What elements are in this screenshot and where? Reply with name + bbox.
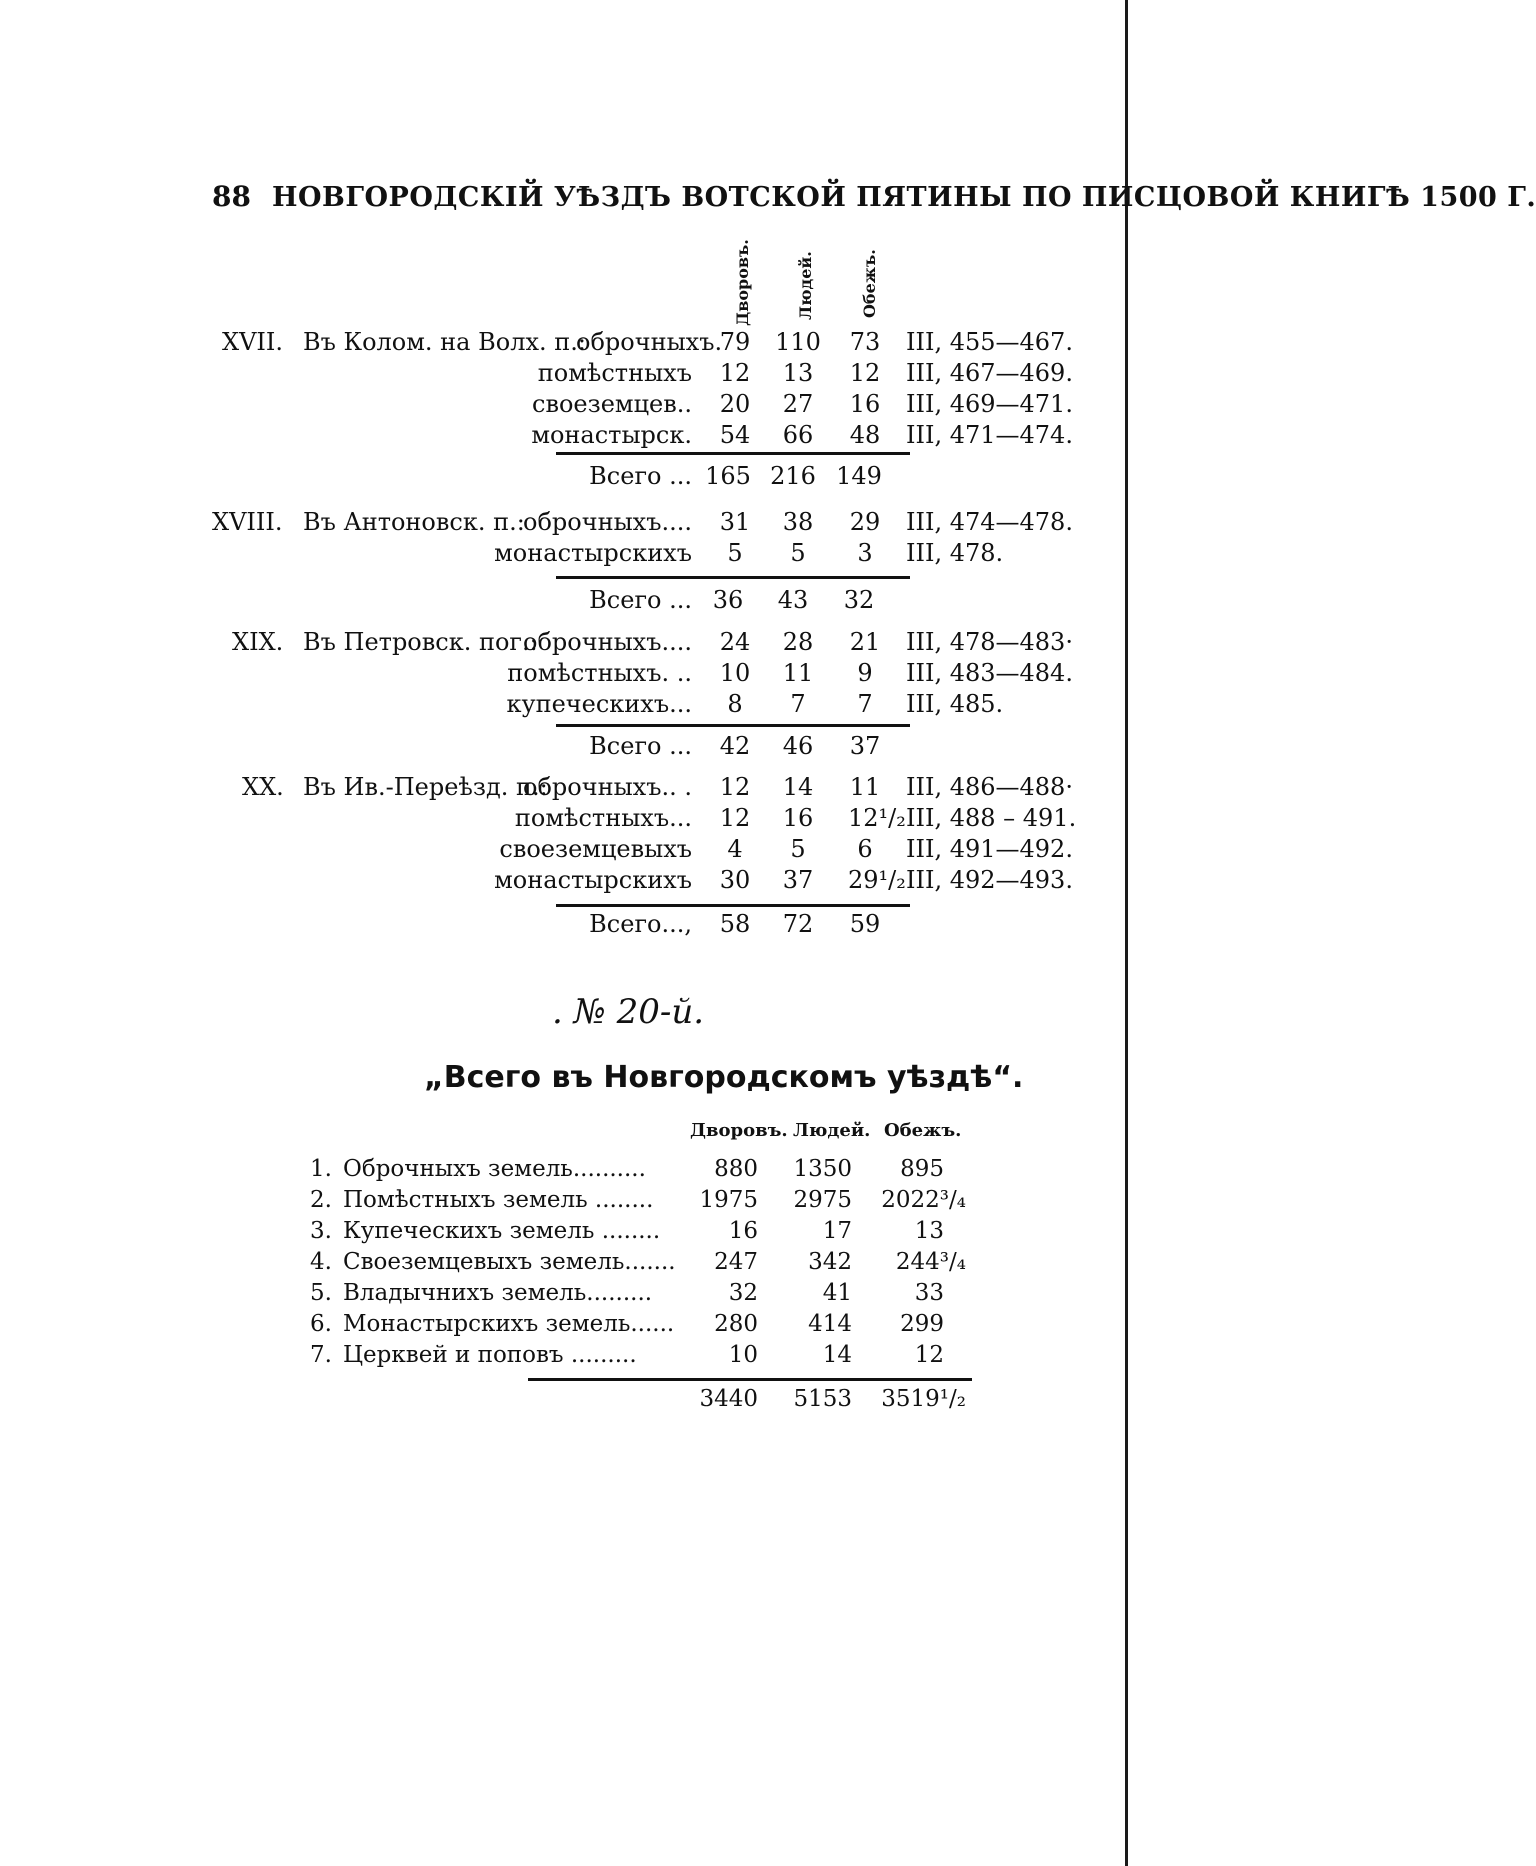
summary-row-label: Монастырскихъ земель...... [343,1311,675,1337]
row-obezh: 12¹/₂ [848,804,906,832]
row-label: оброчныхъ.... [523,628,692,656]
summary-total-dvorov: 3440 [699,1386,758,1412]
row-reference: III, 491—492. [906,835,1073,863]
summary-row-dvorov: 32 [728,1280,758,1306]
summary-row-lyudey: 342 [808,1249,852,1275]
row-obezh: 9 [857,659,873,687]
total-dvorov: 36 [712,586,744,614]
row-label: помѣстныхъ [537,359,692,387]
summary-row-label: Владычнихъ земель......... [343,1280,653,1306]
row-lyudey: 7 [790,690,806,718]
row-reference: III, 478—483· [906,628,1073,656]
row-dvorov: 24 [719,628,751,656]
summary-row-number: 7. [310,1342,332,1368]
summary-row-dvorov: 880 [714,1156,758,1182]
summary-row-dvorov: 16 [728,1218,758,1244]
section-numeral: XX. [242,773,284,801]
row-lyudey: 38 [782,508,814,536]
total-lyudey: 46 [782,732,814,760]
row-obezh: 29¹/₂ [848,866,906,894]
summary-header-lyudey: Людей. [793,1120,871,1141]
summary-row-number: 4. [310,1249,332,1275]
row-reference: III, 492—493. [906,866,1073,894]
summary-row-label: Оброчныхъ земель.......... [343,1156,646,1182]
summary-row-obezh: 895 [900,1156,944,1182]
row-label: монастырскихъ [494,539,692,567]
row-label: своеземцевыхъ [499,835,692,863]
summary-row-dvorov: 280 [714,1311,758,1337]
summary-row-obezh: 13 [914,1218,944,1244]
row-dvorov: 4 [727,835,743,863]
total-label: Всего ... [589,586,692,614]
section-numeral: XIX. [232,628,284,656]
row-dvorov: 12 [719,773,751,801]
summary-total-rule [528,1378,972,1381]
row-reference: III, 486—488· [906,773,1073,801]
total-label: Всего..., [589,910,692,938]
row-label: купеческихъ... [506,690,692,718]
row-obezh: 12 [849,359,881,387]
summary-row-label: Купеческихъ земель ........ [343,1218,661,1244]
row-label: помѣстныхъ. .. [507,659,692,687]
row-obezh: 6 [857,835,873,863]
row-lyudey: 11 [782,659,814,687]
row-reference: III, 469—471. [906,390,1073,418]
summary-row-number: 6. [310,1311,332,1337]
row-reference: III, 485. [906,690,1004,718]
row-reference: III, 474—478. [906,508,1073,536]
row-dvorov: 12 [719,359,751,387]
summary-row-label: Своеземцевыхъ земель....... [343,1249,676,1275]
row-obezh: 48 [849,421,881,449]
total-dvorov: 42 [719,732,751,760]
summary-row-label: Церквей и поповъ ......... [343,1342,637,1368]
column-header-dvorov: Дворовъ. [733,239,752,326]
row-lyudey: 5 [790,539,806,567]
summary-row-obezh: 33 [914,1280,944,1306]
summary-row-lyudey: 1350 [793,1156,852,1182]
row-dvorov: 31 [719,508,751,536]
row-reference: III, 455—467. [906,328,1073,356]
section-numeral: XVIII. [212,508,283,536]
summary-row-number: 2. [310,1187,332,1213]
total-obezh: 149 [836,462,882,490]
page-edge-line [1125,0,1128,1866]
total-rule [556,904,910,907]
row-obezh: 3 [857,539,873,567]
summary-row-dvorov: 10 [728,1342,758,1368]
total-rule [556,724,910,727]
row-dvorov: 10 [719,659,751,687]
section-place: Въ Антоновск. п.: [303,508,525,536]
row-lyudey: 28 [782,628,814,656]
section-place: Въ Колом. на Волх. п.: [303,328,586,356]
row-dvorov: 79 [719,328,751,356]
row-obezh: 16 [849,390,881,418]
total-dvorov: 165 [705,462,751,490]
summary-row-lyudey: 414 [808,1311,852,1337]
row-lyudey: 37 [782,866,814,894]
section-place: Въ Ив.-Переѣзд. п.: [303,773,548,801]
summary-row-obezh: 299 [900,1311,944,1337]
column-header-lyudey: Людей. [796,251,815,320]
row-label: своеземцев.. [532,390,692,418]
summary-total-obezh: 3519¹/₂ [881,1386,966,1412]
row-dvorov: 12 [719,804,751,832]
page-header-title: НОВГОРОДСКІЙ УѢЗДЪ ВОТСКОЙ ПЯТИНЫ ПО ПИСЦОВОЙ КНИГѢ 1500 Г. [272,182,1536,213]
row-obezh: 29 [849,508,881,536]
summary-row-lyudey: 41 [822,1280,852,1306]
summary-header-obezh: Обежъ. [884,1120,962,1141]
total-rule [556,452,910,455]
summary-row-obezh: 2022³/₄ [881,1187,966,1213]
summary-row-label: Помѣстныхъ земель ........ [343,1187,654,1213]
row-dvorov: 20 [719,390,751,418]
row-label: оброчныхъ.... [523,508,692,536]
summary-total-lyudey: 5153 [793,1386,852,1412]
page-number: 88 [212,180,251,213]
row-obezh: 11 [849,773,881,801]
column-header-obezh: Обежъ. [860,249,879,318]
row-lyudey: 5 [790,835,806,863]
row-dvorov: 54 [719,421,751,449]
summary-row-number: 1. [310,1156,332,1182]
section-number: . № 20-й. [552,992,705,1032]
summary-row-number: 3. [310,1218,332,1244]
row-reference: III, 483—484. [906,659,1073,687]
summary-row-obezh: 244³/₄ [895,1249,966,1275]
row-reference: III, 467—469. [906,359,1073,387]
row-reference: III, 471—474. [906,421,1073,449]
row-label: оброчныхъ.. . [523,773,692,801]
summary-title: „Всего въ Новгородскомъ уѣздѣ“. [424,1060,1024,1095]
total-lyudey: 72 [782,910,814,938]
row-lyudey: 13 [782,359,814,387]
total-obezh: 59 [849,910,881,938]
row-label: монастырскихъ [494,866,692,894]
summary-row-lyudey: 17 [822,1218,852,1244]
section-place: Въ Петровск. пог.: [303,628,538,656]
total-lyudey: 216 [770,462,816,490]
total-lyudey: 43 [777,586,809,614]
summary-row-lyudey: 2975 [793,1187,852,1213]
total-label: Всего ... [589,462,692,490]
row-obezh: 73 [849,328,881,356]
row-label: помѣстныхъ... [514,804,692,832]
row-label: оброчныхъ. [576,328,723,356]
row-lyudey: 14 [782,773,814,801]
total-obezh: 32 [843,586,875,614]
row-label: монастырск. [531,421,692,449]
row-lyudey: 27 [782,390,814,418]
row-dvorov: 5 [727,539,743,567]
row-obezh: 21 [849,628,881,656]
summary-row-dvorov: 1975 [699,1187,758,1213]
summary-header-dvorov: Дворовъ. [690,1120,788,1141]
row-reference: III, 478. [906,539,1004,567]
summary-row-dvorov: 247 [714,1249,758,1275]
section-numeral: XVII. [222,328,284,356]
row-obezh: 7 [857,690,873,718]
row-dvorov: 8 [727,690,743,718]
total-dvorov: 58 [719,910,751,938]
total-rule [556,576,910,579]
summary-row-obezh: 12 [914,1342,944,1368]
row-dvorov: 30 [719,866,751,894]
summary-row-number: 5. [310,1280,332,1306]
summary-row-lyudey: 14 [822,1342,852,1368]
total-obezh: 37 [849,732,881,760]
row-reference: III, 488 – 491. [906,804,1077,832]
row-lyudey: 16 [782,804,814,832]
row-lyudey: 110 [775,328,821,356]
row-lyudey: 66 [782,421,814,449]
total-label: Всего ... [589,732,692,760]
